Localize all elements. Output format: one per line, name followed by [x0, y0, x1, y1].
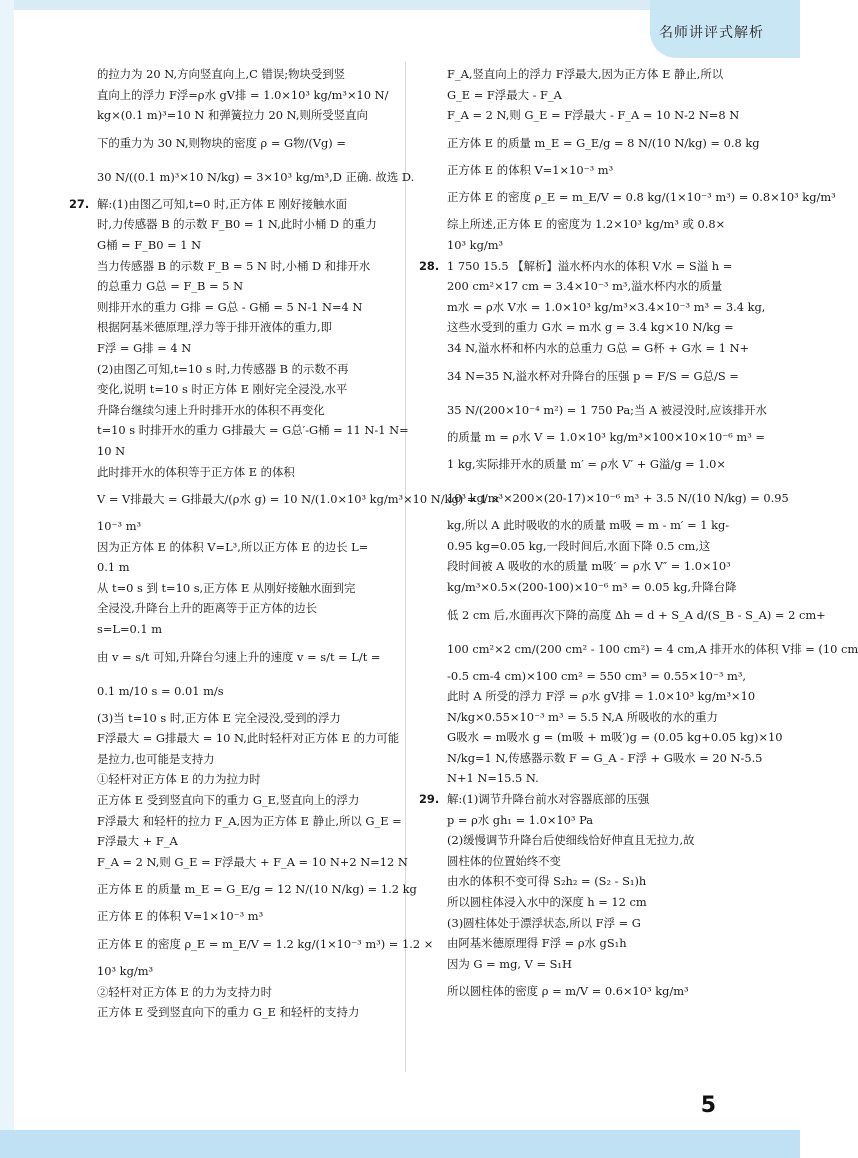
solution-line — [412, 871, 747, 892]
page-number: 5 — [700, 1093, 716, 1118]
solution-line — [62, 728, 400, 749]
solution-text: p = ρ水 gh₁ = 1.0×10³ Pa — [447, 812, 594, 827]
solution-text: N/kg×0.55×10⁻³ m³ = 5.5 N,A 所吸收的水的重力 — [447, 709, 718, 724]
solution-line — [62, 1002, 397, 1023]
solution-line — [62, 640, 397, 674]
solution-line — [412, 447, 747, 481]
solution-line — [412, 727, 783, 748]
solution-text: ①轻杆对正方体 E 的力为拉力时 — [97, 772, 261, 787]
header-tab — [650, 0, 800, 58]
solution-text: 变化,说明 t=10 s 时正方体 E 刚好完全浸没,水平 — [97, 382, 348, 397]
right-column — [412, 64, 858, 1008]
solution-line — [412, 830, 747, 851]
solution-line — [62, 749, 397, 770]
solution-line — [62, 516, 397, 537]
solution-text: G桶 = F_B0 = 1 N — [97, 237, 202, 252]
solution-text: 200 cm²×17 cm = 3.4×10⁻³ m³,溢水杯内水的质量 — [447, 279, 723, 294]
solution-text: 则排开水的重力 G排 = G总 - G桶 = 5 N-1 N=4 N — [97, 299, 363, 314]
solution-text: 0.1 m — [97, 560, 130, 575]
solution-text: kg×(0.1 m)³=10 N 和弹簧拉力 20 N,则所受竖直向 — [97, 108, 368, 123]
solution-line — [412, 64, 747, 85]
solution-line — [412, 913, 747, 934]
solution-line — [412, 427, 765, 448]
solution-line — [412, 577, 747, 598]
solution-text: 0.95 kg=0.05 kg,一段时间后,水面下降 0.5 cm,这 — [447, 538, 711, 553]
solution-text: ②轻杆对正方体 E 的力为支持力时 — [97, 984, 273, 999]
solution-line — [62, 906, 397, 927]
solution-line — [412, 810, 747, 831]
header-title: 名师讲评式解析 — [659, 25, 764, 41]
solution-text: 34 N=35 N,溢水杯对升降台的压强 p = F/S = G总/S = — [447, 368, 739, 383]
solution-text: t=10 s 时排开水的重力 G排最大 = G总′-G桶 = 11 N-1 N= — [97, 423, 409, 438]
solution-line — [412, 892, 747, 913]
solution-line — [62, 256, 397, 277]
solution-text: G吸水 = m吸水 g = (m吸 + m吸′)g = (0.05 kg+0.05 kg)×10 — [447, 730, 783, 745]
solution-text: G_E = F浮最大 - F_A — [447, 87, 562, 102]
solution-text: N/kg=1 N,传感器示数 F = G_A - F浮 + G吸水 = 20 N-5.5 — [447, 750, 763, 765]
solution-text: F_A = 2 N,则 G_E = F浮最大 + F_A = 10 N+2 N=12 N — [97, 854, 408, 869]
solution-text: 低 2 cm 后,水面再次下降的高度 Δh = d + S_A d/(S_B - S_A) = 2 cm+ — [447, 607, 826, 622]
solution-line — [62, 557, 397, 578]
solution-line — [412, 126, 760, 160]
solution-text: 由水的体积不变可得 S₂h₂ = (S₂ - S₁)h — [447, 874, 647, 889]
solution-text: 正方体 E 受到竖直向下的重力 G_E,竖直向上的浮力 — [97, 793, 360, 808]
solution-line — [62, 441, 397, 462]
solution-text: 正方体 E 的质量 m_E = G_E/g = 8 N/(10 N/kg) = 0.8 kg — [447, 135, 760, 150]
solution-text: 段时间被 A 吸收的水的质量 m吸′ = ρ水 V″ = 1.0×10³ — [447, 559, 731, 574]
solution-text: (2)缓慢调节升降台后使细线恰好伸直且无拉力,故 — [447, 833, 695, 848]
solution-line — [62, 790, 397, 811]
solution-line — [62, 537, 397, 558]
solution-text: 这些水受到的重力 G水 = m水 g = 3.4 kg×10 N/kg = — [447, 320, 734, 335]
solution-line — [62, 982, 397, 1003]
solution-text: 1 kg,实际排开水的质量 m′ = ρ水 V′ + G溢/g = 1.0× — [447, 457, 726, 472]
solution-text: kg,所以 A 此时吸收的水的质量 m吸 = m - m′ = 1 kg- — [447, 518, 730, 533]
solution-text: F_A,竖直向上的浮力 F浮最大,因为正方体 E 静止,所以 — [447, 67, 724, 81]
solution-text: 因为 G = mg, V = S₁H — [447, 956, 572, 971]
solution-line — [62, 961, 397, 982]
solution-text: 30 N/((0.1 m)³×10 N/kg) = 3×10³ kg/m³,D 正确. 故选 D. — [97, 169, 415, 184]
solution-text: (3)当 t=10 s 时,正方体 E 完全浸没,受到的浮力 — [97, 710, 341, 725]
solution-line — [62, 831, 397, 852]
column-divider — [405, 62, 406, 1072]
solution-text: 解:(1)调节升降台前水对容器底部的压强 — [447, 792, 650, 807]
solution-line — [62, 769, 397, 790]
solution-text: 正方体 E 的密度 ρ_E = m_E/V = 0.8 kg/(1×10⁻³ m³) = 0.8×10³ kg/m³ — [447, 190, 836, 205]
solution-text: 是拉力,也可能是支持力 — [97, 751, 215, 766]
solution-text: V = V排最大 = G排最大/(ρ水 g) = 10 N/(1.0×10³ kg/m³×10 N/kg) = 1 × — [97, 492, 501, 507]
solution-text: 因为正方体 E 的体积 V=L³,所以正方体 E 的边长 L= — [97, 539, 369, 554]
solution-line — [412, 160, 747, 181]
solution-text: 正方体 E 的体积 V=1×10⁻³ m³ — [447, 162, 614, 177]
solution-line — [412, 598, 826, 632]
solution-line — [412, 748, 763, 769]
solution-text: 10³ kg/m³ — [97, 964, 154, 978]
solution-line — [412, 393, 767, 427]
solution-line — [62, 708, 397, 729]
solution-line — [412, 214, 747, 235]
question-number: 27. — [69, 196, 90, 211]
solution-text: 100 cm²×2 cm/(200 cm² - 100 cm²) = 4 cm,A 排开水的体积 V排 = (10 cm — [447, 641, 858, 656]
solution-line — [412, 686, 756, 707]
bottom-decorative-band — [0, 1130, 800, 1158]
solution-line — [412, 297, 766, 318]
solution-line — [62, 338, 397, 359]
solution-text: 的质量 m = ρ水 V = 1.0×10³ kg/m³×100×10×10⁻⁶ m³ = — [447, 429, 765, 444]
solution-text: F浮最大 = G排最大 = 10 N,此时轻杆对正方体 E 的力可能 — [97, 731, 400, 746]
solution-line — [412, 632, 858, 666]
solution-line — [62, 872, 417, 906]
solution-text: 正方体 E 的质量 m_E = G_E/g = 12 N/(10 N/kg) = 1.2 kg — [97, 882, 417, 897]
solution-text: 由阿基米德原理得 F浮 = ρ水 gS₁h — [447, 936, 627, 951]
solution-text: 1 750 15.5 【解析】溢水杯内水的体积 V水 = S溢 h = — [447, 258, 733, 273]
solution-line — [62, 578, 397, 599]
solution-line — [62, 105, 397, 126]
solution-text: 10³ kg/m³ — [447, 237, 504, 252]
solution-text: (2)由图乙可知,t=10 s 时,力传感器 B 的示数不再 — [97, 361, 349, 376]
solution-line — [412, 359, 747, 393]
solution-text: 10 N — [97, 443, 126, 458]
solution-text: 正方体 E 受到竖直向下的重力 G_E 和轻杆的支持力 — [97, 1005, 360, 1020]
solution-line — [412, 974, 747, 1008]
solution-line — [62, 317, 397, 338]
solution-line — [412, 768, 747, 789]
solution-line — [62, 160, 415, 194]
solution-line — [412, 85, 747, 106]
solution-text: 10⁻³ m³ — [97, 519, 142, 534]
solution-text: 直向上的浮力 F浮=ρ水 gV排 = 1.0×10³ kg/m³×10 N/ — [97, 87, 389, 102]
solution-line — [412, 933, 747, 954]
solution-line — [62, 214, 397, 235]
solution-line — [412, 338, 750, 359]
solution-line — [412, 789, 747, 810]
solution-line — [412, 954, 747, 975]
solution-line — [62, 482, 501, 516]
question-number: 28. — [419, 258, 440, 273]
solution-line — [412, 515, 747, 536]
solution-line — [62, 420, 409, 441]
solution-text: N+1 N=15.5 N. — [447, 771, 539, 786]
solution-text: 解:(1)由图乙可知,t=0 时,正方体 E 刚好接触水面 — [97, 196, 348, 211]
solution-text: 升降台继续匀速上升时排开水的体积不再变化 — [97, 402, 325, 417]
solution-line — [62, 462, 397, 483]
solution-line — [62, 359, 397, 380]
solution-line — [412, 180, 836, 214]
solution-line — [412, 666, 747, 687]
solution-text: s=L=0.1 m — [97, 622, 163, 637]
solution-line — [62, 85, 397, 106]
solution-line — [62, 852, 408, 873]
solution-line — [412, 235, 747, 256]
solution-text: 的总重力 G总 = F_B = 5 N — [97, 279, 244, 294]
solution-line — [62, 194, 397, 215]
solution-text: 综上所述,正方体 E 的密度为 1.2×10³ kg/m³ 或 0.8× — [447, 217, 726, 232]
solution-line — [62, 235, 397, 256]
solution-text: 从 t=0 s 到 t=10 s,正方体 E 从刚好接触水面到完 — [97, 580, 356, 595]
solution-line — [412, 276, 747, 297]
solution-text: 正方体 E 的密度 ρ_E = m_E/V = 1.2 kg/(1×10⁻³ m³) = 1.2 × — [97, 937, 434, 951]
solution-line — [412, 481, 789, 515]
solution-text: 所以圆柱体浸入水中的深度 h = 12 cm — [447, 895, 647, 910]
solution-text: kg/m³×0.5×(200-100)×10⁻⁶ m³ = 0.05 kg,升降台降 — [447, 579, 737, 594]
solution-text: 35 N/(200×10⁻⁴ m²) = 1 750 Pa;当 A 被浸没时,应该排开水 — [447, 402, 767, 417]
side-decorative-band — [0, 0, 14, 1158]
solution-text: 正方体 E 的体积 V=1×10⁻³ m³ — [97, 909, 264, 924]
question-number: 29. — [419, 792, 440, 807]
solution-line — [412, 256, 747, 277]
solution-text: 0.1 m/10 s = 0.01 m/s — [97, 683, 224, 698]
solution-text: F_A = 2 N,则 G_E = F浮最大 - F_A = 10 N-2 N=8 N — [447, 108, 740, 123]
solution-line — [412, 105, 747, 126]
solution-text: 下的重力为 30 N,则物块的密度 ρ = G物/(Vg) = — [97, 135, 346, 150]
solution-text: 全浸没,升降台上升的距离等于正方体的边长 — [97, 601, 318, 616]
solution-line — [62, 126, 397, 160]
solution-line — [412, 536, 747, 557]
solution-text: 此时 A 所受的浮力 F浮 = ρ水 gV排 = 1.0×10³ kg/m³×10 — [447, 689, 756, 704]
solution-line — [412, 556, 747, 577]
solution-line — [62, 927, 434, 961]
solution-line — [62, 400, 397, 421]
solution-text: F浮 = G排 = 4 N — [97, 340, 192, 355]
solution-text: (3)圆柱体处于漂浮状态,所以 F浮 = G — [447, 915, 641, 930]
solution-line — [62, 598, 397, 619]
solution-line — [62, 64, 397, 85]
solution-line — [412, 317, 747, 338]
solution-text: 根据阿基米德原理,浮力等于排开液体的重力,即 — [97, 320, 333, 335]
solution-text: 时,力传感器 B 的示数 F_B0 = 1 N,此时小桶 D 的重力 — [97, 217, 377, 232]
solution-line — [62, 811, 402, 832]
solution-text: 10³ kg/m³×200×(20-17)×10⁻⁶ m³ + 3.5 N/(10 N/kg) = 0.95 — [447, 491, 789, 506]
solution-text: 圆柱体的位置始终不变 — [447, 853, 561, 868]
solution-line — [412, 851, 747, 872]
solution-text: F浮最大 + F_A — [97, 834, 178, 849]
solution-text: 34 N,溢水杯和杯内水的总重力 G总 = G杯 + G水 = 1 N+ — [447, 340, 750, 355]
solution-text: -0.5 cm-4 cm)×100 cm² = 550 cm³ = 0.55×10⁻³ m³, — [447, 668, 747, 683]
solution-line — [62, 297, 397, 318]
solution-line — [412, 707, 747, 728]
solution-text: 当力传感器 B 的示数 F_B = 5 N 时,小桶 D 和排开水 — [97, 258, 371, 273]
solution-text: F浮最大 和轻杆的拉力 F_A,因为正方体 E 静止,所以 G_E = — [97, 813, 402, 828]
solution-line — [62, 379, 397, 400]
solution-line — [62, 276, 397, 297]
solution-text: 的拉力为 20 N,方向竖直向上,C 错误;物块受到竖 — [97, 67, 346, 81]
solution-text: 由 v = s/t 可知,升降台匀速上升的速度 v = s/t = L/t = — [97, 649, 381, 664]
solution-text: 此时排开水的体积等于正方体 E 的体积 — [97, 464, 295, 479]
solution-line — [62, 619, 397, 640]
solution-text: m水 = ρ水 V水 = 1.0×10³ kg/m³×3.4×10⁻³ m³ = 3.4 kg, — [447, 299, 766, 314]
solution-text: 所以圆柱体的密度 ρ = m/V = 0.6×10³ kg/m³ — [447, 984, 689, 999]
solution-line — [62, 674, 397, 708]
